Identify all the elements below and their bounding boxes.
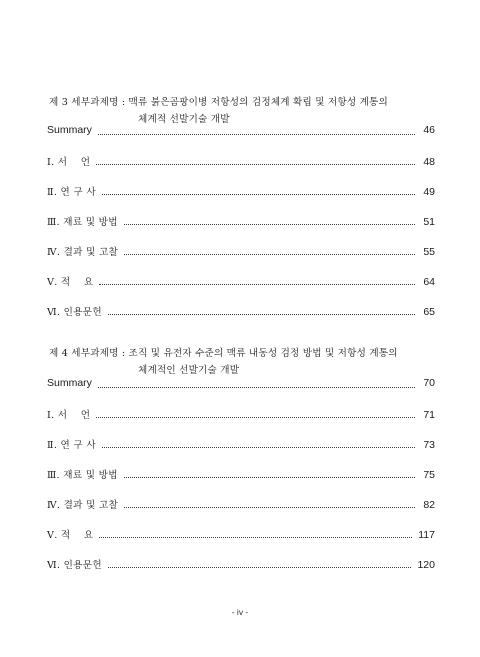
leader-dots [102,446,415,448]
toc-entry-label: Ⅳ. 결과 및 고찰 [47,247,119,258]
toc-entry-label: Ⅴ. 적 요 [47,277,94,288]
toc-entry-label: Summary [47,377,92,389]
toc-entry-label: Ⅵ. 인용문헌 [47,560,102,571]
leader-dots [102,193,415,195]
toc-entry-label: Ⅲ. 재료 및 방법 [47,217,118,228]
toc-entry[interactable] [47,274,435,288]
leader-dots [96,416,415,418]
toc-entry[interactable] [47,557,435,571]
toc-entry[interactable] [47,437,435,451]
toc-entry-page: 51 [423,216,435,228]
leader-dots [108,313,415,315]
toc-entry[interactable] [47,407,435,421]
toc-entry-page: 46 [423,124,435,136]
toc-entry-page: 64 [423,276,435,288]
toc-entry-page: 117 [418,529,435,541]
section3-heading-line2: 체계적 선발기술 개발 [138,114,230,125]
toc-entry-label: Summary [47,124,92,136]
leader-dots [99,536,412,538]
toc-entry-page: 120 [417,559,435,571]
toc-entry-label: Ⅴ. 적 요 [47,530,94,541]
toc-entry[interactable] [47,527,435,541]
page-number: - iv - [231,607,249,617]
toc-entry-page: 75 [423,469,435,481]
toc-entry[interactable] [47,154,435,168]
toc-entry-page: 55 [423,246,435,258]
toc-entry[interactable] [47,184,435,198]
leader-dots [124,253,415,255]
leader-dots [96,163,415,165]
toc-entry-label: Ⅱ. 연 구 사 [47,440,96,451]
leader-dots [124,476,415,478]
section4-heading [49,345,449,379]
leader-dots [98,133,415,135]
leader-dots [124,223,415,225]
section3-heading [49,94,449,128]
leader-dots [98,386,415,388]
toc-entry[interactable] [47,244,435,258]
section4-heading-line1: 제 4 세부과제명 : 조직 및 유전자 수준의 맥류 내동성 검정 방법 및 저항성 계통의 [49,348,398,359]
section4-heading-line2: 체계적인 선발기술 개발 [138,365,240,376]
toc-entry[interactable] [47,304,435,318]
toc-entry-page: 65 [423,306,435,318]
section3-heading-line1: 제 3 세부과제명 : 맥류 붉은곰팡이병 저항성의 검정체계 확립 및 저항성 계통의 [49,97,388,108]
toc-entry-page: 82 [423,499,435,511]
leader-dots [124,506,415,508]
toc-entry[interactable] [47,497,435,511]
toc-entry-label: Ⅰ. 서 언 [47,157,91,168]
toc-entry[interactable] [47,214,435,228]
toc-entry[interactable] [47,377,435,391]
toc-entry-label: Ⅳ. 결과 및 고찰 [47,500,119,511]
toc-entry-label: Ⅱ. 연 구 사 [47,187,96,198]
toc-entry-page: 48 [423,156,435,168]
toc-entry-page: 49 [423,186,435,198]
toc-entry[interactable] [47,467,435,481]
toc-entry-page: 70 [423,377,435,389]
toc-entry-page: 73 [423,439,435,451]
toc-entry[interactable] [47,124,435,138]
leader-dots [99,283,415,285]
toc-entry-page: 71 [423,409,435,421]
toc-entry-label: Ⅲ. 재료 및 방법 [47,470,118,481]
toc-entry-label: Ⅰ. 서 언 [47,410,91,421]
toc-entry-label: Ⅵ. 인용문헌 [47,307,102,318]
leader-dots [108,566,412,568]
